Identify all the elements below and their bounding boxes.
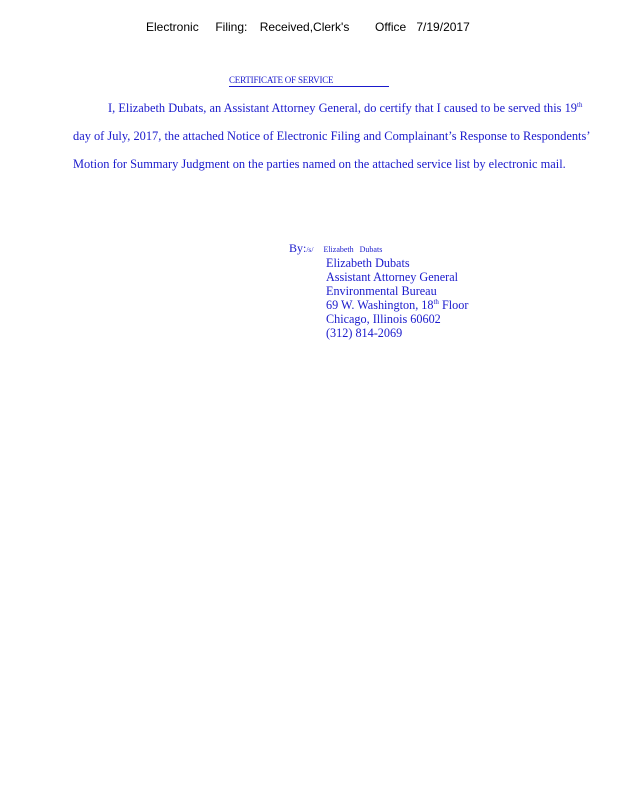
body-part3: , the attached Notice of Electronic Filing and Complainant’s Response to Respondents’ Motion for Summary Judgment on the parties named on the attached service list by electronic mail. [73,129,590,171]
certificate-title: CERTIFICATE OF SERVICE [229,75,389,87]
signer-bureau: Environmental Bureau [326,284,437,298]
slash-s-signature: /s/ [306,245,314,254]
certificate-body [73,94,603,178]
signer-street [326,298,468,312]
certificate-paragraph [73,94,603,178]
signer-name: Elizabeth Dubats [326,256,410,270]
header-date: 7/19/2017 [416,20,470,34]
header-electronic: Electronic [146,20,199,34]
signer-phone: (312) 814-2069 [326,326,403,340]
body-ordinal: th [577,100,583,109]
body-part2: day of July, 201 [73,129,153,143]
street-ordinal: th [433,297,439,306]
street-part1: 69 W. Washington, 18 [326,298,434,312]
signer-title: Assistant Attorney General [326,270,459,284]
signature-block [326,256,468,340]
street-part2: Floor [438,298,469,312]
signature-line [289,239,382,257]
header-received: Received,Clerk's [259,20,350,34]
electronic-filing-header [146,20,470,34]
body-year-digit: 7 [152,129,159,143]
by-label: By: [289,241,307,255]
body-part1: I, Elizabeth Dubats, an Assistant Attorney General, do certify that I caused to be served this 19 [108,101,577,115]
header-filing: Filing: [215,20,248,34]
header-office: Office [375,20,407,34]
signer-city: Chicago, Illinois 60602 [326,312,441,326]
signed-name: Elizabeth Dubats [323,245,383,254]
